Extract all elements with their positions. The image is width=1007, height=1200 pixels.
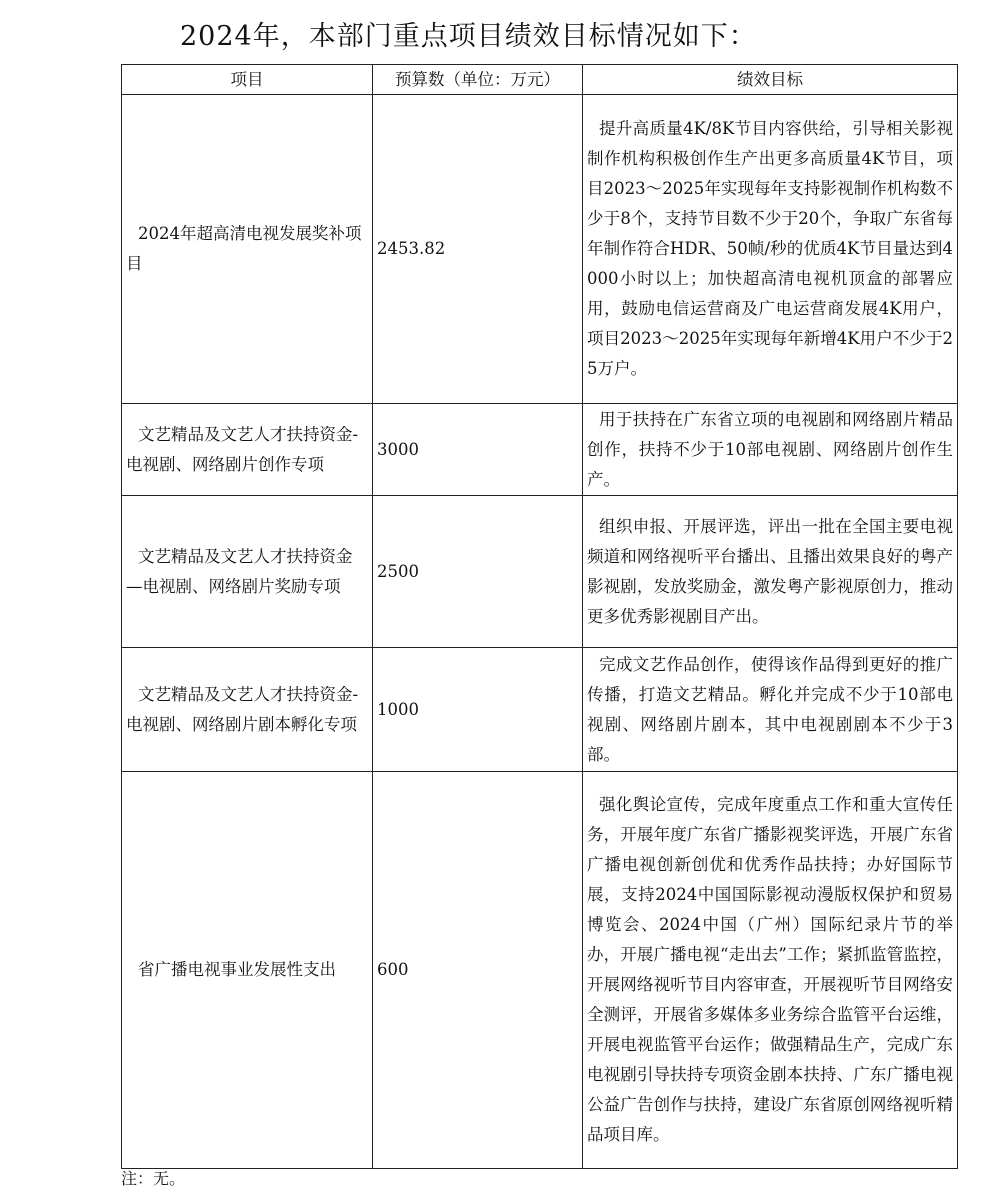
project-name-cell xyxy=(122,404,373,496)
budget-value: 2500 xyxy=(373,496,583,648)
goal-text: 完成文艺作品创作，使得该作品得到更好的推广传播，打造文艺精品。孵化并完成不少于10部电视剧、网络剧片剧本，其中电视剧剧本不少于3部。 xyxy=(583,648,958,772)
goal-text: 用于扶持在广东省立项的电视剧和网络剧片精品创作，扶持不少于10部电视剧、网络剧片创作生产。 xyxy=(583,404,958,496)
table-row xyxy=(122,404,958,496)
table-header-row xyxy=(122,65,958,95)
project-name-cell xyxy=(122,496,373,648)
project-name: 2024年超高清电视发展奖补项目 xyxy=(126,224,362,273)
project-name-cell xyxy=(122,648,373,772)
header-budget: 预算数（单位：万元） xyxy=(373,65,583,95)
project-name: 文艺精品及文艺人才扶持资金—电视剧、网络剧片奖励专项 xyxy=(126,546,353,596)
goal-text: 组织申报、开展评选，评出一批在全国主要电视频道和网络视听平台播出、且播出效果良好的粤产影视剧，发放奖励金，激发粤产影视原创力，推动更多优秀影视剧目产出。 xyxy=(583,496,958,648)
goal-text: 提升高质量4K/8K节目内容供给，引导相关影视制作机构积极创作生产出更多高质量4K节目，项目2023～2025年实现每年支持影视制作机构数不少于8个，支持节目数不少于20个，争取广东省每年制作符合HDR、50帧/秒的优质4K节目量达到4000小时以上；加快超高清电视机顶盒的部署应用，鼓励电信运营商及广电运营商发展4K用户，项目2023～2025年实现每年新增4K用户不少于25万户。 xyxy=(583,95,958,404)
project-name: 文艺精品及文艺人才扶持资金-电视剧、网络剧片剧本孵化专项 xyxy=(126,684,359,734)
page-title: 2024年，本部门重点项目绩效目标情况如下： xyxy=(180,21,757,52)
goal-text: 强化舆论宣传，完成年度重点工作和重大宣传任务，开展年度广东省广播影视奖评选，开展广东省广播电视创新创优和优秀作品扶持；办好国际节展，支持2024中国国际影视动漫版权保护和贸易博览会、2024中国（广州）国际纪录片节的举办，开展广播电视“走出去”工作；紧抓监管监控，开展网络视听节目内容审查，开展视听节目网络安全测评，开展省多媒体多业务综合监管平台运维，开展电视监管平台运作；做强精品生产，完成广东电视剧引导扶持专项资金剧本扶持、广东广播电视公益广告创作与扶持，建设广东省原创网络视听精品项目库。 xyxy=(583,772,958,1169)
project-name: 文艺精品及文艺人才扶持资金-电视剧、网络剧片创作专项 xyxy=(126,424,359,474)
header-project: 项目 xyxy=(122,65,373,95)
budget-value: 1000 xyxy=(373,648,583,772)
project-name-cell xyxy=(122,772,373,1169)
table-row xyxy=(122,772,958,1169)
budget-value: 3000 xyxy=(373,404,583,496)
header-goal: 绩效目标 xyxy=(583,65,958,95)
performance-goals-table xyxy=(121,64,958,1169)
footnote: 注：无。 xyxy=(121,1169,186,1188)
table-row xyxy=(122,648,958,772)
budget-value: 2453.82 xyxy=(373,95,583,404)
project-name-cell xyxy=(122,95,373,404)
project-name: 省广播电视事业发展性支出 xyxy=(138,960,336,979)
budget-value: 600 xyxy=(373,772,583,1169)
table-row xyxy=(122,95,958,404)
table-row xyxy=(122,496,958,648)
